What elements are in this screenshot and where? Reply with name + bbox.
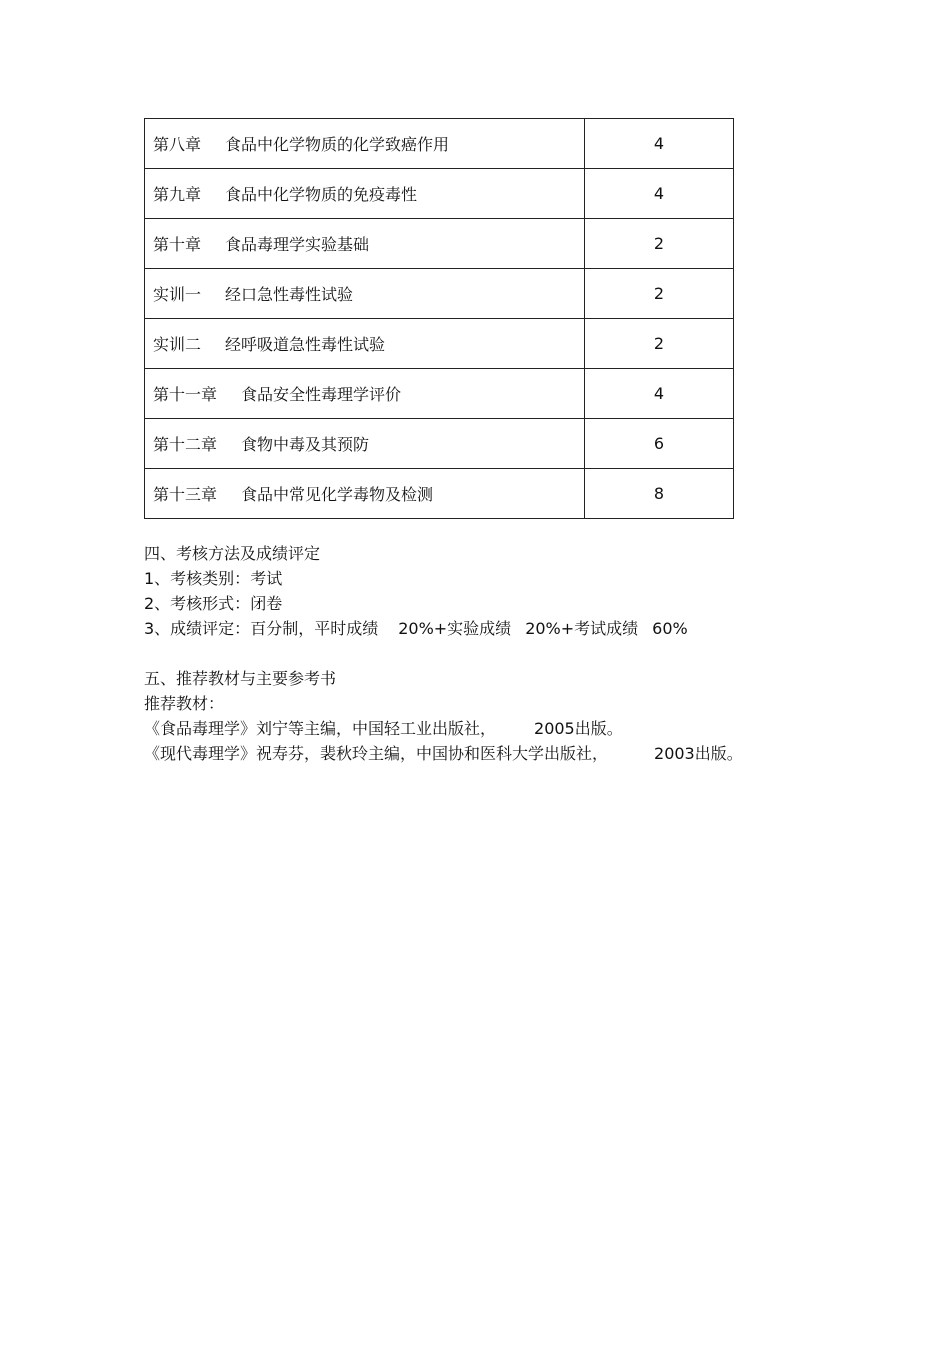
- textbook-citation: 《食品毒理学》刘宁等主编，中国轻工业出版社，: [144, 719, 497, 738]
- chapter-title: 经口急性毒性试验: [225, 285, 354, 304]
- chapter-cell: [145, 469, 585, 519]
- chapter-cell: [145, 269, 585, 319]
- table-row: [145, 319, 734, 369]
- hours-cell: 4: [585, 169, 734, 219]
- chapter-number: 实训二: [153, 335, 202, 354]
- chapter-title: 食品毒理学实验基础: [225, 235, 370, 254]
- chapter-cell: [145, 319, 585, 369]
- chapter-cell: [145, 119, 585, 169]
- chapter-title: 食品中常见化学毒物及检测: [241, 485, 434, 504]
- assessment-form-line: [144, 591, 688, 616]
- chapter-cell: [145, 169, 585, 219]
- hours-cell: 6: [585, 419, 734, 469]
- table-row: [145, 469, 734, 519]
- textbooks-label: 推荐教材：: [144, 694, 225, 713]
- chapter-title: 食品中化学物质的免疫毒性: [225, 185, 418, 204]
- chapter-title: 经呼吸道急性毒性试验: [225, 335, 386, 354]
- chapter-number: 第十章: [153, 235, 202, 254]
- chapter-cell: [145, 219, 585, 269]
- table-row: [145, 269, 734, 319]
- assessment-form-value: 闭卷: [250, 594, 283, 613]
- assessment-section: [144, 541, 688, 641]
- table-row: [145, 219, 734, 269]
- chapter-number: 第十二章: [153, 435, 218, 454]
- course-hours-table: [144, 118, 734, 519]
- table-row: [145, 419, 734, 469]
- chapter-cell: [145, 369, 585, 419]
- chapter-number: 第八章: [153, 135, 202, 154]
- assessment-type-value: 考试: [250, 569, 283, 588]
- grading-regular: 百分制，平时成绩: [250, 619, 379, 638]
- textbook-entry: [144, 741, 743, 766]
- chapter-number: 实训一: [153, 285, 202, 304]
- chapter-title: 食品安全性毒理学评价: [241, 385, 402, 404]
- textbook-entry: [144, 716, 743, 741]
- assessment-type-line: [144, 566, 688, 591]
- hours-cell: 4: [585, 119, 734, 169]
- grading-lab: 20%+实验成绩: [398, 619, 512, 638]
- textbooks-heading: 五、推荐教材与主要参考书: [144, 669, 337, 688]
- grading-exam-percent: 60%: [652, 619, 688, 638]
- chapter-title: 食品中化学物质的化学致癌作用: [225, 135, 450, 154]
- chapter-number: 第十一章: [153, 385, 218, 404]
- hours-cell: 2: [585, 219, 734, 269]
- table-row: [145, 369, 734, 419]
- hours-cell: 8: [585, 469, 734, 519]
- chapter-number: 第九章: [153, 185, 202, 204]
- hours-cell: 2: [585, 319, 734, 369]
- grading-label: 3、成绩评定：: [144, 619, 251, 638]
- table-row: [145, 119, 734, 169]
- chapter-title: 食物中毒及其预防: [241, 435, 370, 454]
- assessment-type-label: 1、考核类别：: [144, 569, 251, 588]
- chapter-number: 第十三章: [153, 485, 218, 504]
- grading-line: [144, 616, 688, 641]
- hours-cell: 2: [585, 269, 734, 319]
- assessment-heading: 四、考核方法及成绩评定: [144, 544, 321, 563]
- chapter-cell: [145, 419, 585, 469]
- grading-exam: 20%+考试成绩: [525, 619, 639, 638]
- textbook-citation: 《现代毒理学》祝寿芬，裴秋玲主编，中国协和医科大学出版社，: [144, 744, 609, 763]
- textbook-year: 2005出版。: [534, 719, 623, 738]
- assessment-form-label: 2、考核形式：: [144, 594, 251, 613]
- table-row: [145, 169, 734, 219]
- textbook-year: 2003出版。: [654, 744, 743, 763]
- hours-cell: 4: [585, 369, 734, 419]
- textbooks-section: [144, 666, 743, 766]
